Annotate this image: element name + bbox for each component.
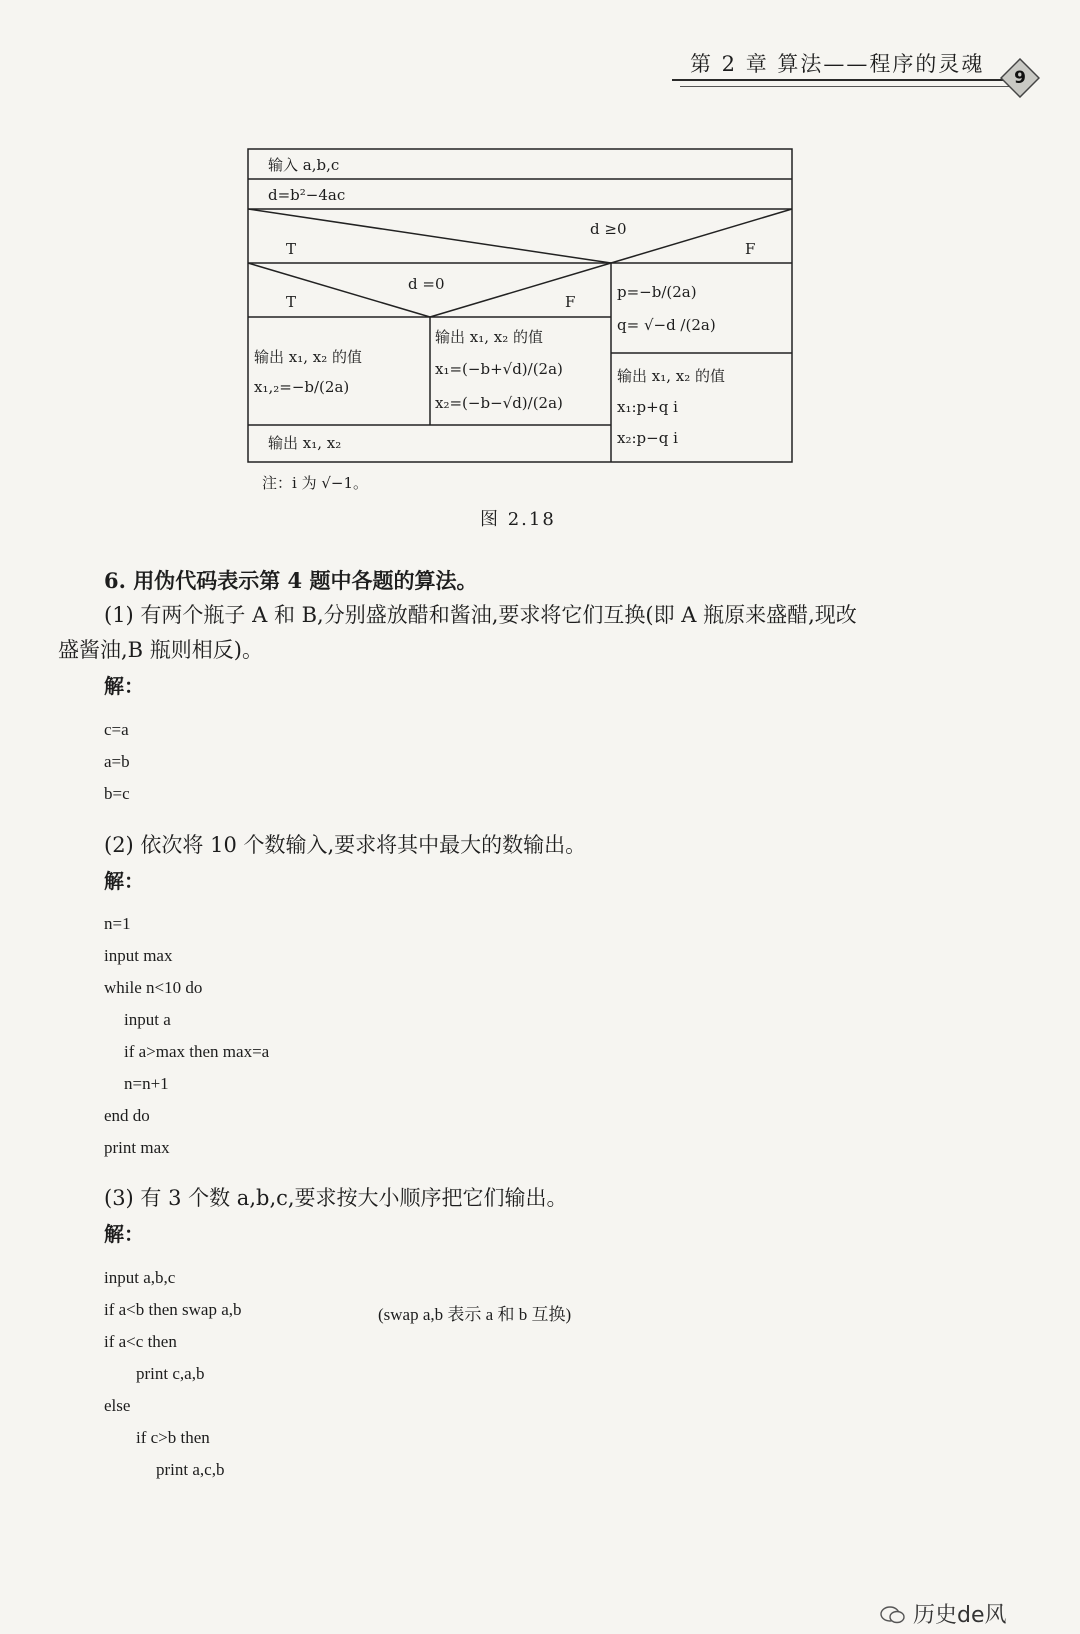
- input-cell: 输入 a,b,c: [268, 156, 340, 174]
- problem-2: (2) 依次将 10 个数输入,要求将其中最大的数输出。: [104, 833, 587, 857]
- d-assign-cell: d=b²−4ac: [268, 186, 346, 204]
- code-line: if a>max then max=a: [124, 1042, 270, 1061]
- complex-output-title: 输出 x₁, x₂ 的值: [617, 367, 726, 385]
- p-assign-cell: p=−b/(2a): [617, 283, 697, 301]
- eq-output-formula: x₁,₂=−b/(2a): [254, 378, 350, 396]
- figure-caption: 图 2.18: [480, 509, 556, 530]
- final-output-cell: 输出 x₁, x₂: [268, 434, 342, 452]
- inner-condition: d =0: [408, 275, 445, 293]
- problem-title: 6. 用伪代码表示第 4 题中各题的算法。: [104, 568, 478, 593]
- page-number: 9: [1014, 68, 1026, 88]
- inner-diag-left: [248, 263, 430, 317]
- inner-diag-right: [430, 263, 611, 317]
- outer-condition: d ≥0: [590, 220, 627, 238]
- watermark-text: 历史de风: [913, 1603, 1007, 1628]
- code-line: if c>b then: [136, 1428, 210, 1447]
- solution-2-label: 解：: [104, 869, 144, 893]
- watermark: [880, 1598, 1007, 1629]
- q-assign-cell: q= √−d /(2a): [617, 316, 716, 334]
- code-line: else: [104, 1396, 131, 1415]
- code-line: n=n+1: [124, 1074, 169, 1093]
- gt-output-x2: x₂=(−b−√d)/(2a): [435, 394, 563, 412]
- code-line: print max: [104, 1138, 170, 1157]
- outer-true-label: T: [286, 240, 297, 258]
- code-line: input max: [104, 946, 173, 965]
- code-line: input a,b,c: [104, 1268, 176, 1287]
- figure-note: 注：i 为 √−1。: [262, 474, 369, 492]
- code-line: print a,c,b: [156, 1460, 225, 1479]
- chat-bubble-icon: [880, 1603, 913, 1628]
- code-line: if a<c then: [104, 1332, 177, 1351]
- inner-true-label: T: [286, 293, 297, 311]
- outer-diag-left: [248, 209, 611, 263]
- code-line: end do: [104, 1106, 150, 1125]
- complex-output-x2: x₂:p−q i: [617, 429, 678, 447]
- problem-1-line1: (1) 有两个瓶子 A 和 B,分别盛放醋和酱油,要求将它们互换(即 A 瓶原来盛醋,现改: [104, 603, 857, 627]
- outer-false-label: F: [745, 240, 756, 258]
- code-line: b=c: [104, 784, 130, 803]
- problem-3: (3) 有 3 个数 a,b,c,要求按大小顺序把它们输出。: [104, 1186, 568, 1210]
- code-line: if a<b then swap a,b: [104, 1300, 242, 1319]
- code-line: print c,a,b: [136, 1364, 205, 1383]
- code-line: while n<10 do: [104, 978, 203, 997]
- code-line: n=1: [104, 914, 131, 933]
- outer-diag-right: [611, 209, 792, 263]
- code-comment: (swap a,b 表示 a 和 b 互换): [378, 1305, 572, 1324]
- inner-false-label: F: [565, 293, 576, 311]
- problem-1-line2: 盛酱油,B 瓶则相反)。: [58, 638, 263, 662]
- solution-3-label: 解：: [104, 1222, 144, 1246]
- solution-1-label: 解：: [104, 674, 144, 698]
- eq-output-title: 输出 x₁, x₂ 的值: [254, 348, 363, 366]
- code-line: c=a: [104, 720, 129, 739]
- code-line: input a: [124, 1010, 171, 1029]
- complex-output-x1: x₁:p+q i: [617, 398, 678, 416]
- chapter-header: 第 2 章 算法——程序的灵魂: [690, 52, 985, 76]
- ns-flowchart: [0, 0, 1080, 480]
- code-line: a=b: [104, 752, 130, 771]
- gt-output-title: 输出 x₁, x₂ 的值: [435, 328, 544, 346]
- gt-output-x1: x₁=(−b+√d)/(2a): [435, 360, 563, 378]
